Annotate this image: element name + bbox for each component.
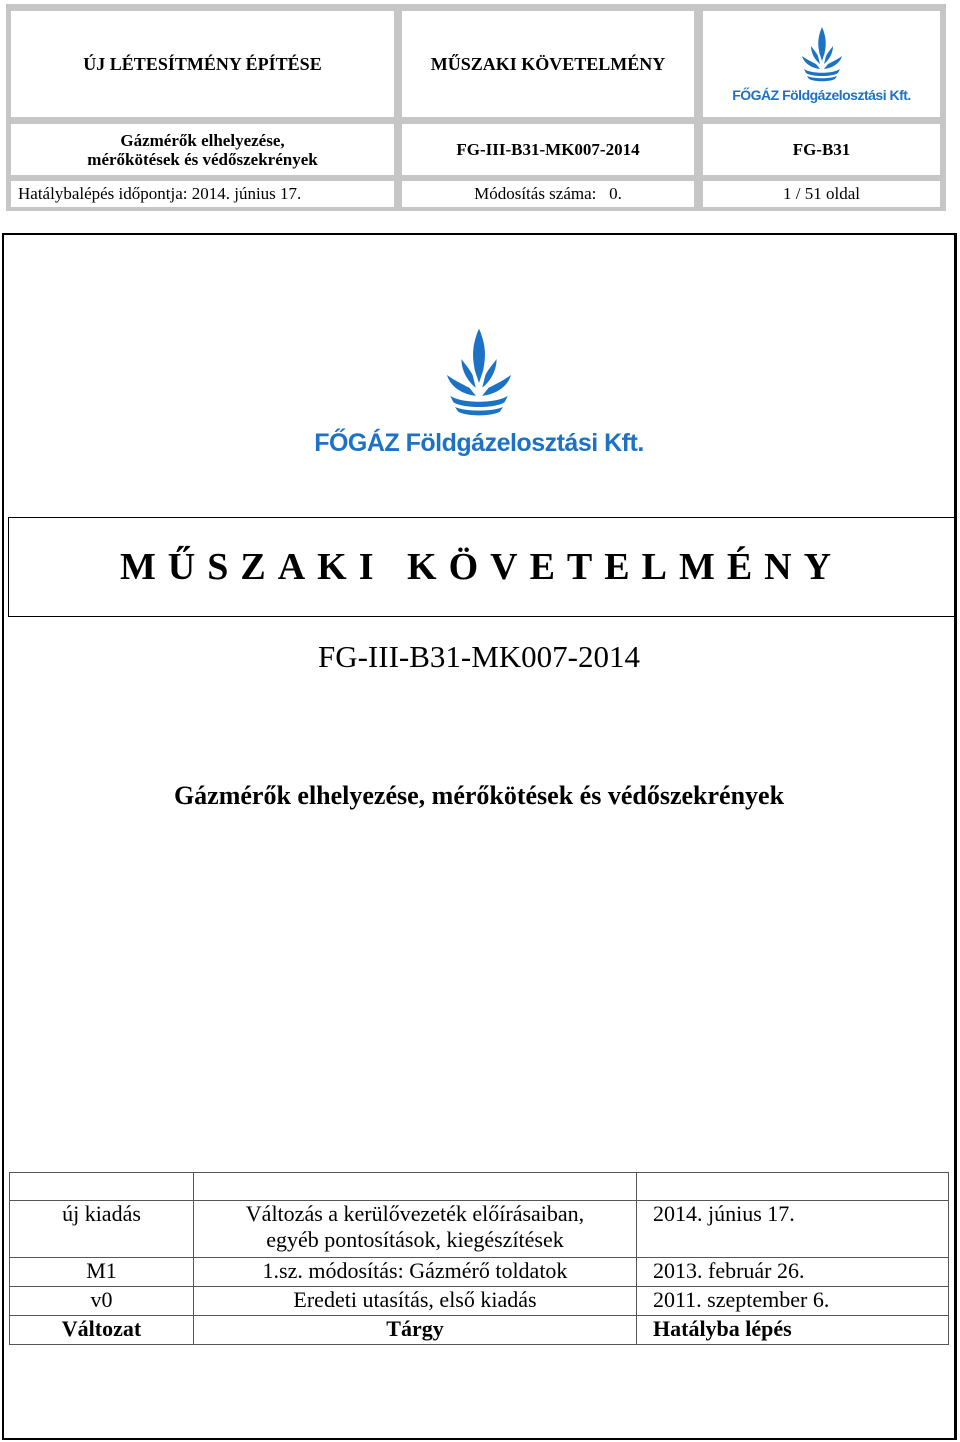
column-header-date: Hatályba lépés [637,1316,949,1345]
cover-title: MŰSZAKI KÖVETELMÉNY [119,546,844,588]
table-row [10,1201,949,1258]
header-doc-code: FG-III-B31-MK007-2014 [456,140,640,159]
cover-title-box [8,517,955,617]
header-logo-text: FŐGÁZ Földgázelosztási Kft. [732,87,911,103]
revision-table [9,1172,949,1345]
cover-doc-code: FG-III-B31-MK007-2014 [317,639,641,674]
header-short-code-cell [703,124,940,175]
header-construction-cell [11,11,394,117]
document-header [6,4,946,211]
header-doc-type-text: MŰSZAKI KÖVETELMÉNY [430,53,666,74]
table-header-row [10,1316,949,1345]
revision-subject: Eredeti utasítás, első kiadás [194,1287,637,1316]
header-construction-text: ÚJ LÉTESÍTMÉNY ÉPÍTÉSE [83,53,322,74]
header-doc-code-cell [402,124,694,175]
header-effective-cell [11,181,394,207]
header-short-code: FG-B31 [792,140,851,159]
column-header-subject: Tárgy [194,1316,637,1345]
revision-date: 2014. június 17. [637,1201,949,1258]
header-subject-line1: Gázmérők elhelyezése, [120,130,285,150]
revision-subject-line1: Változás a kerülővezeték előírásaiban, [245,1201,585,1226]
cover-logo-text: FŐGÁZ Földgázelosztási Kft. [314,429,644,457]
header-page-cell [703,181,940,207]
cover-subtitle: Gázmérők elhelyezése, mérőkötések és védőszekrények [173,781,785,810]
table-row [10,1258,949,1287]
cover-logo [4,325,954,458]
revision-version: új kiadás [10,1201,194,1258]
column-header-version: Változat [10,1316,194,1345]
revision-version: v0 [10,1287,194,1316]
header-revision-number: Módosítás száma: 0. [474,184,622,203]
header-page-info: 1 / 51 oldal [783,184,860,203]
flame-logo-icon [797,25,847,87]
revision-date: 2011. szeptember 6. [637,1287,949,1316]
header-logo-cell [703,11,940,117]
table-row [10,1287,949,1316]
revision-subject-line2: egyéb pontosítások, kiegészítések [266,1227,564,1252]
revision-subject: 1.sz. módosítás: Gázmérő toldatok [194,1258,637,1287]
header-subject-line2: mérőkötések és védőszekrények [87,149,318,169]
header-revision-cell [402,181,694,207]
revision-version: M1 [10,1258,194,1287]
flame-logo-icon [439,325,519,425]
header-effective-date: Hatálybalépés időpontja: 2014. június 17. [18,184,302,203]
revision-date: 2013. február 26. [637,1258,949,1287]
header-doc-type-cell [402,11,694,117]
cover-frame [2,233,957,1440]
revision-subject [194,1201,637,1258]
header-subject-cell [11,124,394,175]
table-row-empty [10,1173,949,1201]
